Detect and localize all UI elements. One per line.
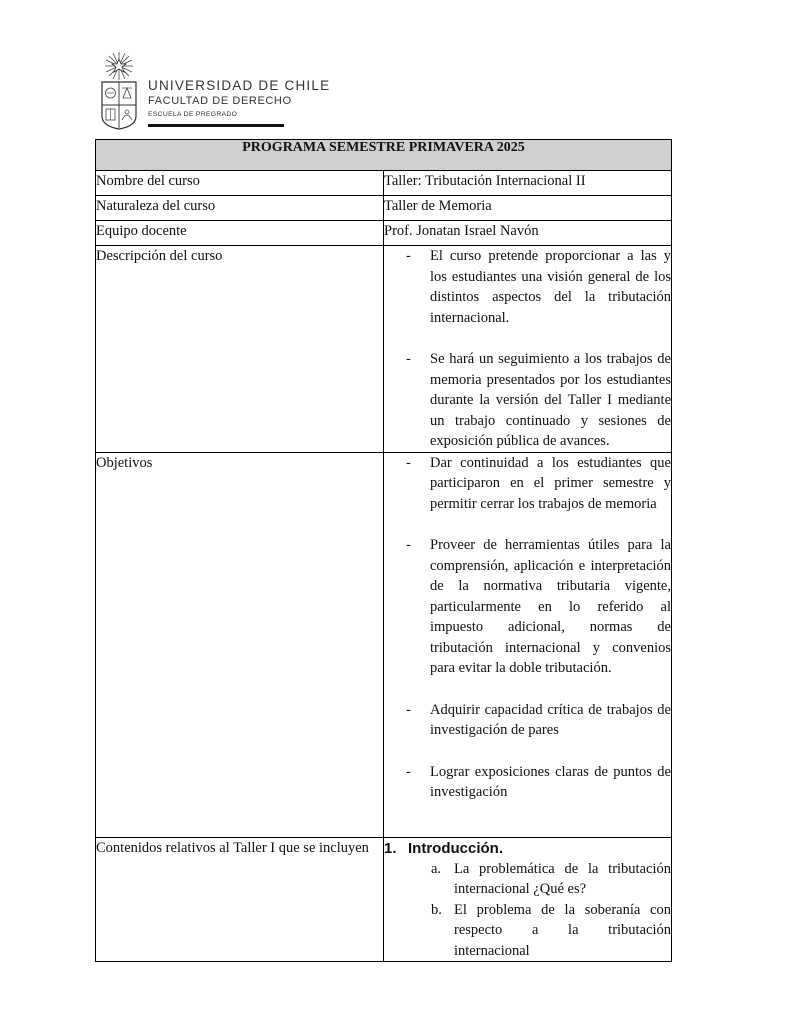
row-label-contenidos: Contenidos relativos al Taller I que se incluyen <box>96 837 384 962</box>
table-row <box>96 837 672 962</box>
row-value-contenidos <box>384 837 672 962</box>
section-title: Introducción. <box>408 839 503 857</box>
table-row <box>96 171 672 196</box>
row-label-descripcion: Descripción del curso <box>96 246 384 453</box>
program-title: PROGRAMA SEMESTRE PRIMAVERA 2025 <box>96 140 672 171</box>
section-number: 1. <box>384 839 397 857</box>
sub-mark: a. <box>431 860 442 877</box>
list-item: - Dar continuidad a los estudiantes que participaron en el primer semestre y permitir cerrar los trabajos de memoria <box>384 453 671 515</box>
objetivos-list <box>384 453 671 803</box>
row-label-equipo: Equipo docente <box>96 221 384 246</box>
row-label-naturaleza: Naturaleza del curso <box>96 196 384 221</box>
row-value-descripcion <box>384 246 672 453</box>
row-value-nombre: Taller: Tributación Internacional II <box>384 171 672 196</box>
table-row <box>96 196 672 221</box>
sub-text: El problema de la soberanía con respecto a la tributación internacional <box>454 901 671 959</box>
list-item <box>384 900 671 962</box>
university-crest-icon <box>98 50 140 130</box>
sub-mark: b. <box>431 901 442 918</box>
list-item <box>384 839 671 962</box>
table-row <box>96 246 672 453</box>
row-label-objetivos: Objetivos <box>96 452 384 837</box>
table-row <box>96 452 672 837</box>
list-item: - Proveer de herramientas útiles para la comprensión, aplicación e interpretación de la normativa tributaria vigente, particularmente en lo referido al impuesto adicional, normas de tributación internacional y convenios para evitar la doble tributación. <box>384 535 671 679</box>
list-item: - Adquirir capacidad crítica de trabajos de investigación de pares <box>384 700 671 741</box>
row-value-objetivos <box>384 452 672 837</box>
list-item: - Lograr exposiciones claras de puntos de investigación <box>384 762 671 803</box>
descripcion-list <box>384 246 671 452</box>
program-table <box>95 139 672 962</box>
sub-text: La problemática de la tributación internacional ¿Qué es? <box>454 860 671 897</box>
header-rule <box>148 124 284 127</box>
page-header <box>98 50 331 130</box>
list-item <box>384 859 671 900</box>
table-row <box>96 221 672 246</box>
university-name: UNIVERSIDAD DE CHILE <box>148 78 331 93</box>
row-label-nombre: Nombre del curso <box>96 171 384 196</box>
list-item: - El curso pretende proporcionar a las y los estudiantes una visión general de los distintos aspectos del la tributación internacional. <box>384 246 671 328</box>
school-name: ESCUELA DE PREGRADO <box>148 111 238 118</box>
list-item: - Se hará un seguimiento a los trabajos de memoria presentados por los estudiantes durante la versión del Taller I mediante un trabajo continuado y sesiones de exposición pública de avances. <box>384 349 671 452</box>
sub-list <box>384 859 671 962</box>
faculty-name: FACULTAD DE DERECHO <box>148 95 292 107</box>
row-value-equipo: Prof. Jonatan Israel Navón <box>384 221 672 246</box>
row-value-naturaleza: Taller de Memoria <box>384 196 672 221</box>
contenidos-list <box>384 839 671 962</box>
